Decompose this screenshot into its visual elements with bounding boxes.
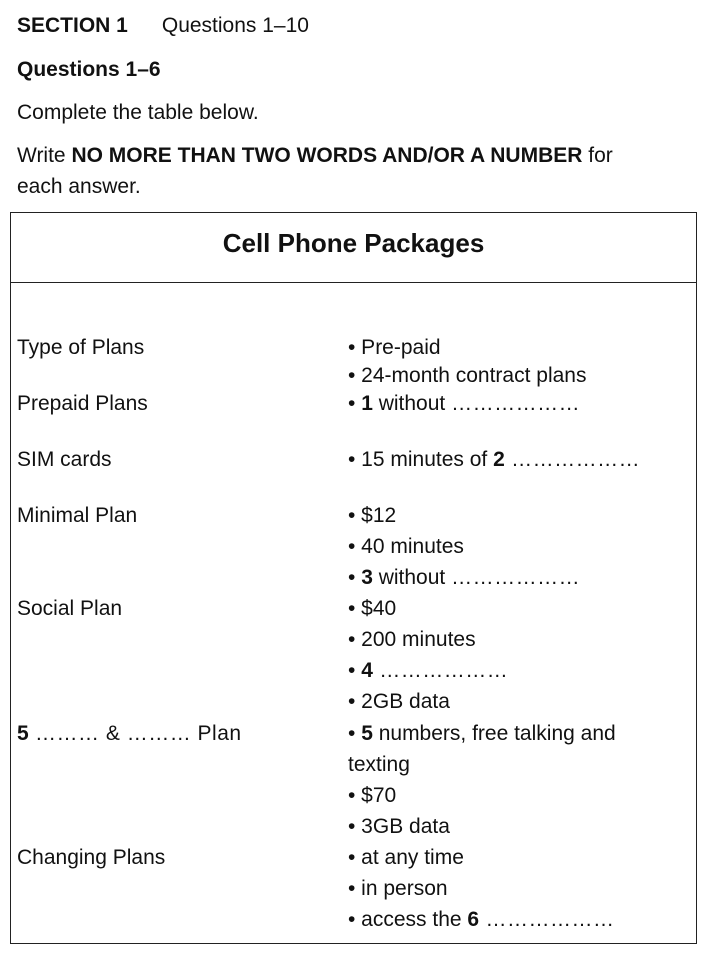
row-label-social-plan: Social Plan — [17, 597, 123, 620]
list-item: • in person — [348, 877, 448, 900]
question-1-item: • 1 without ……………… — [348, 392, 581, 415]
list-item: • 40 minutes — [348, 535, 464, 558]
question-6-item: • access the 6 ……………… — [348, 908, 615, 931]
word-limit: NO MORE THAN TWO WORDS AND/OR A NUMBER — [71, 144, 583, 167]
list-item: • Pre-paid — [348, 336, 441, 359]
section-heading — [17, 13, 309, 39]
row-label-sim-cards: SIM cards — [17, 448, 112, 471]
instruction-complete: Complete the table below. — [17, 101, 259, 124]
questions-range: Questions 1–10 — [161, 14, 309, 37]
row-label-prepaid-plans: Prepaid Plans — [17, 392, 148, 415]
question-4-item: • 4 ……………… — [348, 659, 509, 682]
row-label-plan-5 — [17, 721, 242, 747]
list-item-continued: texting — [348, 753, 410, 776]
answer-blank-5: ……… & ……… Plan — [28, 722, 242, 745]
instruction-write-continued: each answer. — [17, 175, 141, 198]
list-item: • 2GB data — [348, 690, 450, 713]
question-3-item: • 3 without ……………… — [348, 566, 581, 589]
list-item: • 24-month contract plans — [348, 364, 587, 387]
question-number-3: 3 — [361, 566, 373, 589]
question-number-2: 2 — [493, 448, 505, 471]
list-item: • at any time — [348, 846, 464, 869]
question-number-6: 6 — [467, 908, 480, 931]
question-2-item: • 15 minutes of 2 ……………… — [348, 448, 641, 471]
list-item: • $40 — [348, 597, 397, 620]
answer-blank-2: ……………… — [504, 448, 641, 471]
answer-blank-6: ……………… — [479, 908, 615, 931]
question-number-1: 1 — [361, 392, 373, 415]
row-label-minimal-plan: Minimal Plan — [17, 504, 138, 527]
row-label-changing-plans: Changing Plans — [17, 846, 166, 869]
answer-blank-3: ……………… — [451, 566, 581, 589]
table-title: Cell Phone Packages — [11, 213, 696, 283]
sub-questions-heading: Questions 1–6 — [17, 58, 161, 81]
list-item: • 5 numbers, free talking and — [348, 722, 616, 745]
answer-blank-1: ……………… — [451, 392, 581, 415]
row-label-type-of-plans: Type of Plans — [17, 336, 145, 359]
list-item: • 3GB data — [348, 815, 450, 838]
list-item: • 200 minutes — [348, 628, 476, 651]
list-item: • $12 — [348, 504, 397, 527]
question-number-4: 4 — [361, 659, 373, 682]
section-label: SECTION 1 — [17, 14, 128, 37]
list-item: • $70 — [348, 784, 397, 807]
instruction-write: Write NO MORE THAN TWO WORDS AND/OR A NUMBER for — [17, 144, 613, 167]
answer-blank-4: ……………… — [372, 659, 509, 682]
question-number-5: 5 — [17, 722, 29, 745]
